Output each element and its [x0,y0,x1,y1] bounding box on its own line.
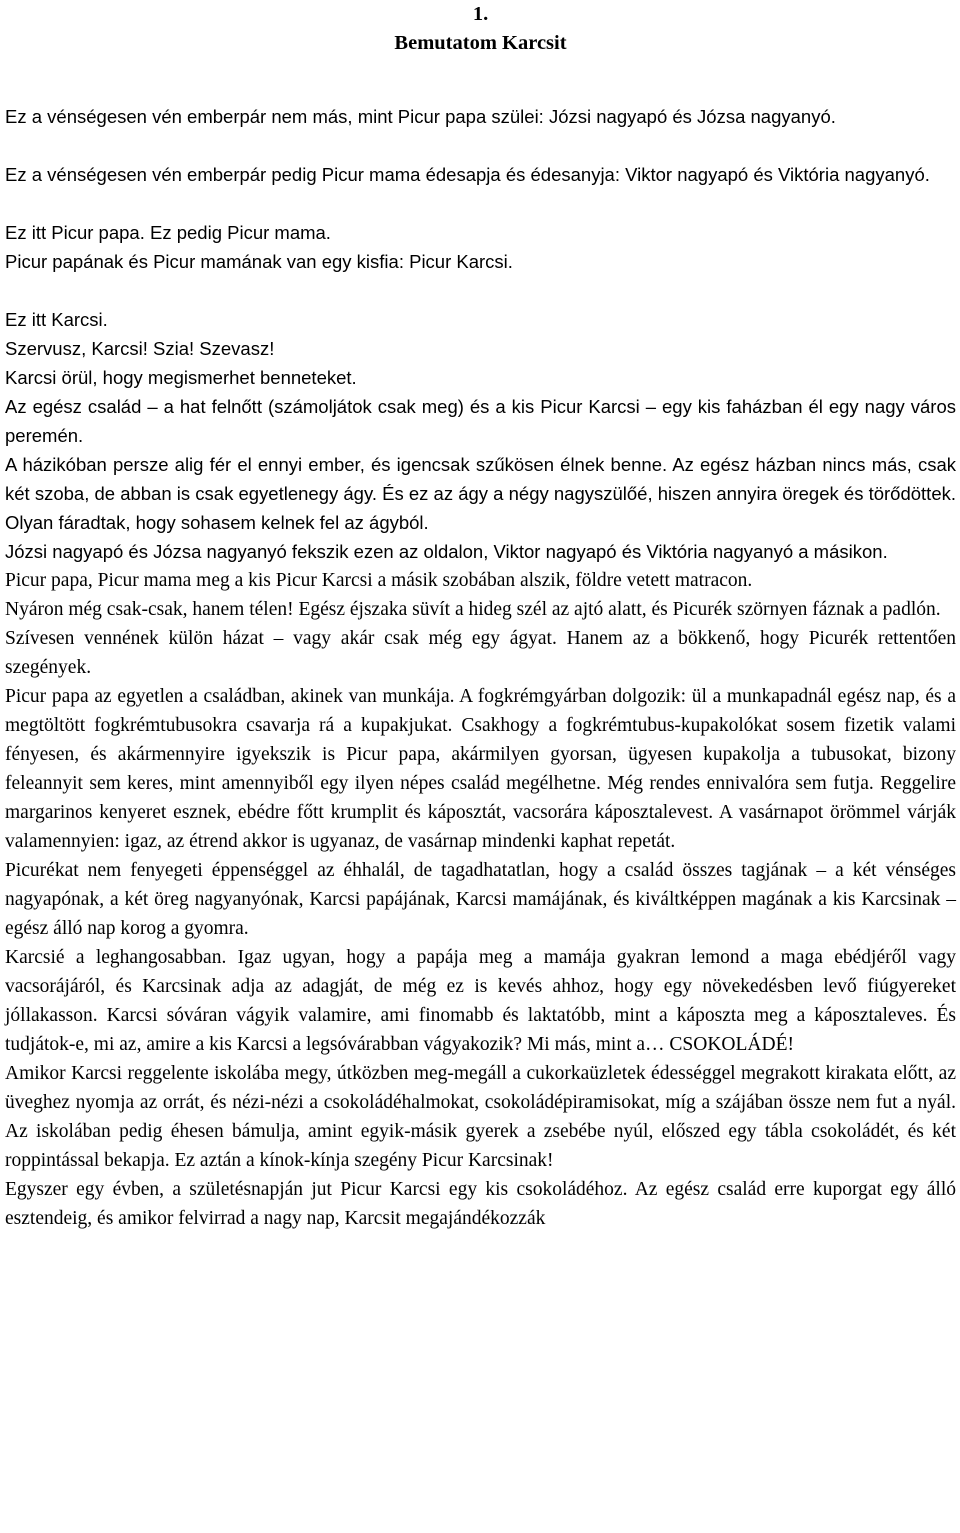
paragraph-gap [5,189,956,218]
chapter-number: 1. [472,3,489,25]
paragraph-6: Szervusz, Karcsi! Szia! Szevasz! [5,338,275,359]
paragraph-5: Ez itt Karcsi. [5,309,108,330]
paragraph-14: Picur papa az egyetlen a családban, akinek van munkája. A fogkrémgyárban dolgozik: ül a munkapadnál egész nap, és a megtöltött fogkrémtubusokra csavarja rá a kupakjukat. Csakhogy a fogkrémtubus-kupakolókat sosem fizetik valami fényesen, és akármennyire igyekszik is Picur papa, akármilyen gyorsan, ügyesen kupakolja a tubusokat, bizony feleannyit sem keres, mint amennyiből egy ilyen népes család megélhetne. Még rendes ennivalóra sem futja. Reggelire margarinos kenyeret esznek, ebédre főtt krumplit és káposztát, vacsorára káposztalevest. A vasárnapot örömmel várják valamennyien: igaz, az étrend akkor is ugyanaz, de vasárnap mindenki kaphat repetát. [5,686,956,852]
paragraph-18: Egyszer egy évben, a születésnapján jut Picur Karcsi egy kis csokoládéhoz. Az egész család erre kuporgat egy álló esztendeig, és amikor felvirrad a nagy nap, Karcsit megajándékozzák [5,1179,956,1229]
paragraph-17: Amikor Karcsi reggelente iskolába megy, útközben meg-megáll a cukorkaüzletek édességgel megrakott kirakata előtt, az üveghez nyomja az orrát, és nézi-nézi a csokoládéhalmokat, csokoládépiramisokat, míg a szájában össze nem fut a nyál. Az iskolában pedig éhesen bámulja, amint egyik-másik gyerek a zsebébe nyúl, előszed egy tábla csokoládét, és két roppintással bekapja. Ez aztán a kínok-kínja szegény Picur Karcsinak! [5,1063,956,1171]
paragraph-9: A házikóban persze alig fér el ennyi ember, és igencsak szűkösen élnek benne. Az egész házban nincs más, csak két szoba, de abban is csak egyetlenegy ágy. És ez az ágy a négy nagyszülőé, hiszen annyira öregek és törődöttek. Olyan fáradtak, hogy sohasem kelnek fel az ágyból. [5,454,956,533]
paragraph-11: Picur papa, Picur mama meg a kis Picur Karcsi a másik szobában alszik, földre vetett matracon. [5,570,753,591]
paragraph-8: Az egész család – a hat felnőtt (számoljátok csak meg) és a kis Picur Karcsi – egy kis faházban él egy nagy város peremén. [5,396,956,446]
chapter-title: Bemutatom Karcsit [394,32,567,54]
paragraph-gap [5,131,956,160]
paragraph-2: Ez a vénségesen vén emberpár pedig Picur mama édesapja és édesanyja: Viktor nagyapó és Viktória nagyanyó. [5,164,930,185]
paragraph-12: Nyáron még csak-csak, hanem télen! Egész éjszaka süvít a hideg szél az ajtó alatt, és Picurék szörnyen fáznak a padlón. [5,599,941,620]
paragraph-3: Ez itt Picur papa. Ez pedig Picur mama. [5,222,331,243]
paragraph-15: Picurékat nem fenyegeti éppenséggel az éhhalál, de tagadhatatlan, hogy a család összes tagjának – a két vénséges nagyapónak, a két öreg nagyanyónak, Karcsi papájának, Karcsi mamájának, és kiváltképpen magának a kis Karcsinak – egész álló nap korog a gyomra. [5,860,956,939]
paragraph-7: Karcsi örül, hogy megismerhet benneteket. [5,367,357,388]
paragraph-1: Ez a vénségesen vén emberpár nem más, mint Picur papa szülei: Józsi nagyapó és Józsa nagyanyó. [5,106,836,127]
paragraph-13: Szívesen vennének külön házat – vagy akár csak még egy ágyat. Hanem az a bökkenő, hogy Picurék rettentően szegények. [5,628,956,678]
paragraph-gap [5,276,956,305]
paragraph-16: Karcsié a leghangosabban. Igaz ugyan, hogy a papája meg a mamája gyakran lemond a maga ebédjéről vagy vacsorájáról, és Karcsinak adja az adagját, de még ez is kevés ahhoz, hogy egy növekedésben levő fiúgyereket jóllakasson. Karcsi sóváran vágyik valamire, ami finomabb és laktatóbb, mint a káposzta meg a káposztaleves. És tudjátok-e, mi az, amire a kis Karcsi a legsóvárabban vágyakozik? Mi más, mint a… CSOKOLÁDÉ! [5,947,956,1055]
paragraph-10: Józsi nagyapó és Józsa nagyanyó fekszik ezen az oldalon, Viktor nagyapó és Viktória nagyanyó a másikon. [5,541,888,562]
paragraph-4: Picur papának és Picur mamának van egy kisfia: Picur Karcsi. [5,251,513,272]
chapter-body [5,102,956,1233]
